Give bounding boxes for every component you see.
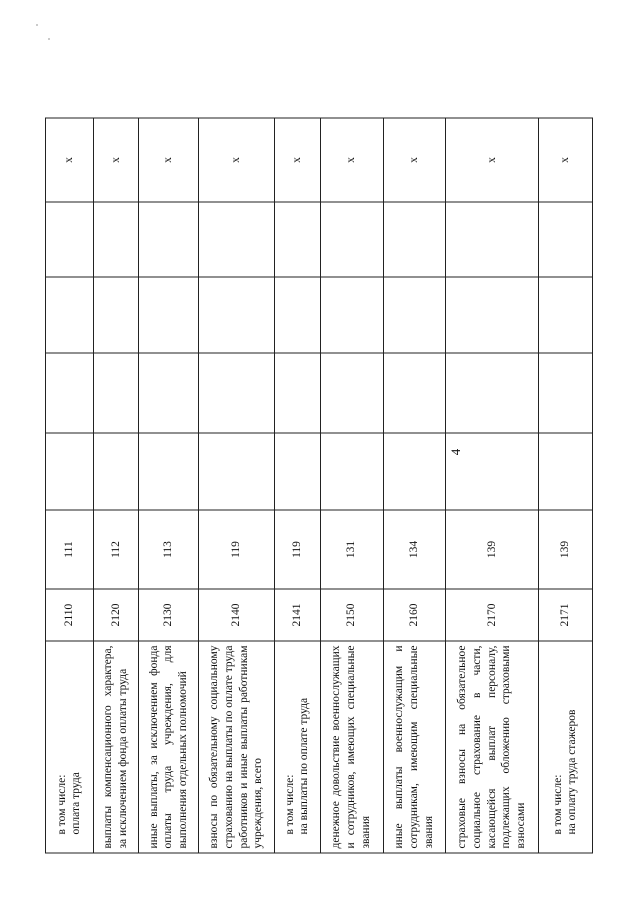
row-code: 2141 (274, 589, 320, 641)
row-code: 2171 (538, 589, 592, 641)
row-x-mark: x (46, 118, 94, 202)
empty-cell (320, 277, 383, 353)
row-kosgu: 113 (139, 510, 199, 589)
row-code: 2130 (139, 589, 199, 641)
empty-cell (383, 202, 446, 277)
scan-speck (48, 38, 50, 40)
empty-cell (446, 202, 538, 277)
row-code: 2170 (446, 589, 538, 641)
row-kosgu: 112 (93, 510, 139, 589)
row-x-mark: x (446, 118, 538, 202)
empty-cell (274, 353, 320, 433)
empty-cell (199, 202, 275, 277)
empty-cell (93, 433, 139, 510)
page-number: 4 (448, 448, 463, 456)
empty-cell (383, 433, 446, 510)
empty-cell (93, 202, 139, 277)
row-x-mark: x (320, 118, 383, 202)
row-label: денежное довольствие военнослужащих и сотрудников, имеющих специальные звания (320, 641, 383, 853)
empty-cell (446, 433, 538, 510)
table-row (93, 118, 139, 853)
empty-cell (446, 353, 538, 433)
empty-cell (274, 202, 320, 277)
empty-cell (383, 277, 446, 353)
row-kosgu: 134 (383, 510, 446, 589)
table-row (320, 118, 383, 853)
empty-cell (320, 202, 383, 277)
empty-cell (538, 277, 592, 353)
row-code: 2110 (46, 589, 94, 641)
empty-cell (93, 277, 139, 353)
scan-speck (36, 24, 38, 26)
table-row (446, 118, 538, 853)
empty-cell (320, 353, 383, 433)
empty-cell (383, 353, 446, 433)
budget-table (45, 118, 593, 854)
table-row (139, 118, 199, 853)
empty-cell (538, 433, 592, 510)
row-kosgu: 139 (538, 510, 592, 589)
row-kosgu: 119 (199, 510, 275, 589)
empty-cell (46, 433, 94, 510)
table-row (383, 118, 446, 853)
table-row (538, 118, 592, 853)
row-label: в том числе: оплата труда (46, 641, 94, 853)
row-label: взносы по обязательному социальному страхованию на выплаты по оплате труда работников и иные выплаты работникам учреждения, всего (199, 641, 275, 853)
empty-cell (538, 353, 592, 433)
empty-cell (46, 202, 94, 277)
row-label: в том числе: на выплаты по оплате труда (274, 641, 320, 853)
row-code: 2150 (320, 589, 383, 641)
row-kosgu: 111 (46, 510, 94, 589)
empty-cell (274, 277, 320, 353)
row-code: 2140 (199, 589, 275, 641)
empty-cell (199, 433, 275, 510)
row-x-mark: x (93, 118, 139, 202)
empty-cell (446, 277, 538, 353)
empty-cell (93, 353, 139, 433)
empty-cell (199, 277, 275, 353)
row-x-mark: x (538, 118, 592, 202)
row-label: иные выплаты военнослужащим и сотрудникам, имеющим специальные звания (383, 641, 446, 853)
row-x-mark: x (383, 118, 446, 202)
row-kosgu: 119 (274, 510, 320, 589)
empty-cell (139, 353, 199, 433)
row-code: 2120 (93, 589, 139, 641)
empty-cell (320, 433, 383, 510)
table-row (199, 118, 275, 853)
empty-cell (139, 433, 199, 510)
table-row (274, 118, 320, 853)
row-code: 2160 (383, 589, 446, 641)
row-x-mark: x (274, 118, 320, 202)
rotated-table-container (45, 119, 593, 854)
row-kosgu: 139 (446, 510, 538, 589)
empty-cell (139, 202, 199, 277)
empty-cell (139, 277, 199, 353)
empty-cell (46, 353, 94, 433)
row-x-mark: x (139, 118, 199, 202)
row-label: выплаты компенсационного характера, за исключением фонда оплаты труда (93, 641, 139, 853)
row-label: иные выплаты, за исключением фонда оплаты труда учреждения, для выполнения отдельных полномочий (139, 641, 199, 853)
row-label: страховые взносы на обязательное социальное страхование в части, касающейся выплат персоналу, подлежащих обложению страховыми взносами (446, 641, 538, 853)
empty-cell (199, 353, 275, 433)
empty-cell (46, 277, 94, 353)
row-x-mark: x (199, 118, 275, 202)
row-label: в том числе: на оплату труда стажеров (538, 641, 592, 853)
table-row (46, 118, 94, 853)
empty-cell (274, 433, 320, 510)
row-kosgu: 131 (320, 510, 383, 589)
empty-cell (538, 202, 592, 277)
